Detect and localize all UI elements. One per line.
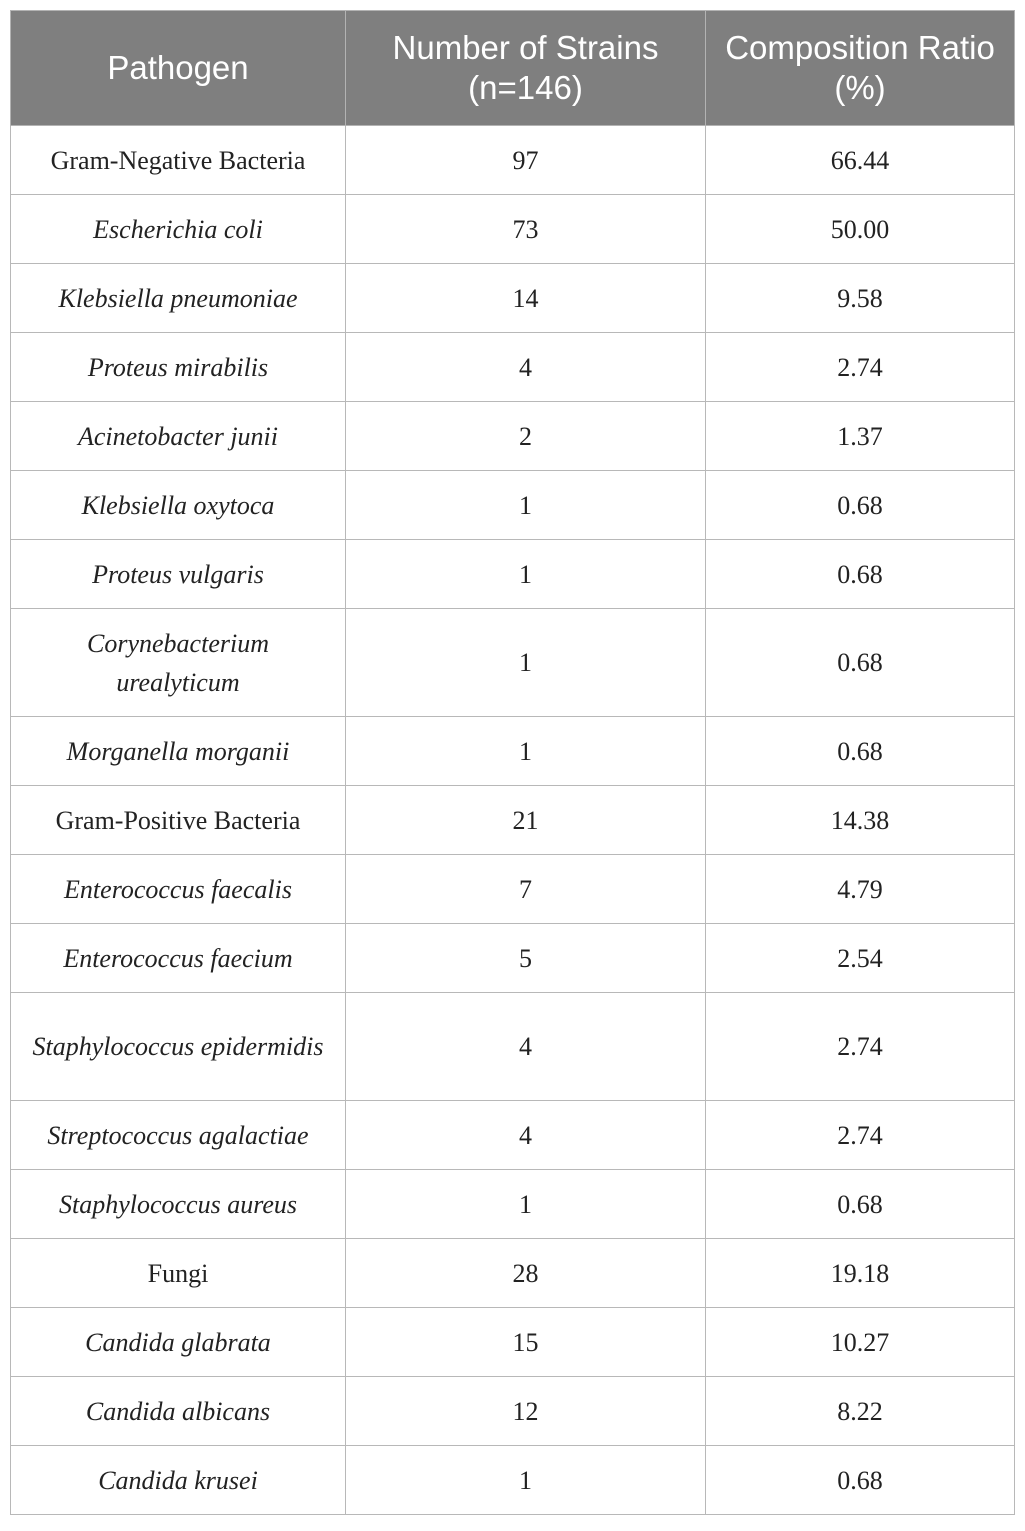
- cell-strains: 73: [346, 195, 706, 264]
- table-row: [11, 609, 1015, 717]
- cell-ratio: 66.44: [706, 126, 1015, 195]
- cell-ratio: 9.58: [706, 264, 1015, 333]
- table-row: [11, 1170, 1015, 1239]
- cell-ratio: 2.74: [706, 993, 1015, 1101]
- cell-pathogen: Gram-Positive Bacteria: [11, 786, 346, 855]
- cell-ratio: 4.79: [706, 855, 1015, 924]
- table-row: [11, 1446, 1015, 1515]
- cell-strains: 2: [346, 402, 706, 471]
- table-row: [11, 1239, 1015, 1308]
- cell-pathogen: Acinetobacter junii: [11, 402, 346, 471]
- cell-pathogen: Proteus mirabilis: [11, 333, 346, 402]
- table-row: [11, 195, 1015, 264]
- table-row: [11, 333, 1015, 402]
- table-row: [11, 786, 1015, 855]
- cell-strains: 97: [346, 126, 706, 195]
- cell-strains: 21: [346, 786, 706, 855]
- cell-strains: 1: [346, 1170, 706, 1239]
- cell-ratio: 2.74: [706, 333, 1015, 402]
- cell-strains: 28: [346, 1239, 706, 1308]
- cell-strains: 14: [346, 264, 706, 333]
- table-row: [11, 1308, 1015, 1377]
- cell-ratio: 0.68: [706, 1170, 1015, 1239]
- table-row: [11, 1377, 1015, 1446]
- cell-pathogen: Proteus vulgaris: [11, 540, 346, 609]
- header-row: [11, 11, 1015, 126]
- table-row: [11, 471, 1015, 540]
- cell-ratio: 2.54: [706, 924, 1015, 993]
- pathogen-table: [10, 10, 1015, 1515]
- table-row: [11, 126, 1015, 195]
- table-row: [11, 1101, 1015, 1170]
- table-row: [11, 402, 1015, 471]
- cell-pathogen: Klebsiella oxytoca: [11, 471, 346, 540]
- cell-pathogen: Fungi: [11, 1239, 346, 1308]
- cell-pathogen: Corynebacterium urealyticum: [11, 609, 346, 717]
- table-header: [11, 11, 1015, 126]
- cell-ratio: 8.22: [706, 1377, 1015, 1446]
- cell-pathogen: Morganella morganii: [11, 717, 346, 786]
- table-row: [11, 717, 1015, 786]
- cell-ratio: 10.27: [706, 1308, 1015, 1377]
- cell-ratio: 0.68: [706, 540, 1015, 609]
- cell-ratio: 0.68: [706, 1446, 1015, 1515]
- cell-strains: 5: [346, 924, 706, 993]
- cell-pathogen: Candida albicans: [11, 1377, 346, 1446]
- cell-strains: 4: [346, 333, 706, 402]
- cell-ratio: 0.68: [706, 717, 1015, 786]
- cell-ratio: 0.68: [706, 609, 1015, 717]
- cell-strains: 7: [346, 855, 706, 924]
- cell-strains: 4: [346, 1101, 706, 1170]
- cell-strains: 1: [346, 1446, 706, 1515]
- cell-pathogen: Klebsiella pneumoniae: [11, 264, 346, 333]
- cell-pathogen: Streptococcus agalactiae: [11, 1101, 346, 1170]
- table-row: [11, 855, 1015, 924]
- cell-ratio: 50.00: [706, 195, 1015, 264]
- cell-pathogen: Staphylococcus aureus: [11, 1170, 346, 1239]
- header-pathogen: Pathogen: [11, 11, 346, 126]
- cell-pathogen: Enterococcus faecium: [11, 924, 346, 993]
- cell-strains: 1: [346, 471, 706, 540]
- header-ratio: Composition Ratio (%): [706, 11, 1015, 126]
- header-strains: Number of Strains (n=146): [346, 11, 706, 126]
- cell-strains: 1: [346, 609, 706, 717]
- cell-pathogen: Candida krusei: [11, 1446, 346, 1515]
- cell-strains: 1: [346, 717, 706, 786]
- cell-strains: 12: [346, 1377, 706, 1446]
- cell-pathogen: Candida glabrata: [11, 1308, 346, 1377]
- cell-pathogen: Staphylococcus epidermidis: [11, 993, 346, 1101]
- cell-ratio: 0.68: [706, 471, 1015, 540]
- table-body: [11, 126, 1015, 1515]
- cell-ratio: 19.18: [706, 1239, 1015, 1308]
- cell-ratio: 14.38: [706, 786, 1015, 855]
- table-row: [11, 540, 1015, 609]
- cell-pathogen: Gram-Negative Bacteria: [11, 126, 346, 195]
- cell-ratio: 1.37: [706, 402, 1015, 471]
- cell-pathogen: Escherichia coli: [11, 195, 346, 264]
- cell-pathogen: Enterococcus faecalis: [11, 855, 346, 924]
- cell-strains: 1: [346, 540, 706, 609]
- cell-ratio: 2.74: [706, 1101, 1015, 1170]
- table-row: [11, 924, 1015, 993]
- table-row: [11, 993, 1015, 1101]
- cell-strains: 15: [346, 1308, 706, 1377]
- table-row: [11, 264, 1015, 333]
- cell-strains: 4: [346, 993, 706, 1101]
